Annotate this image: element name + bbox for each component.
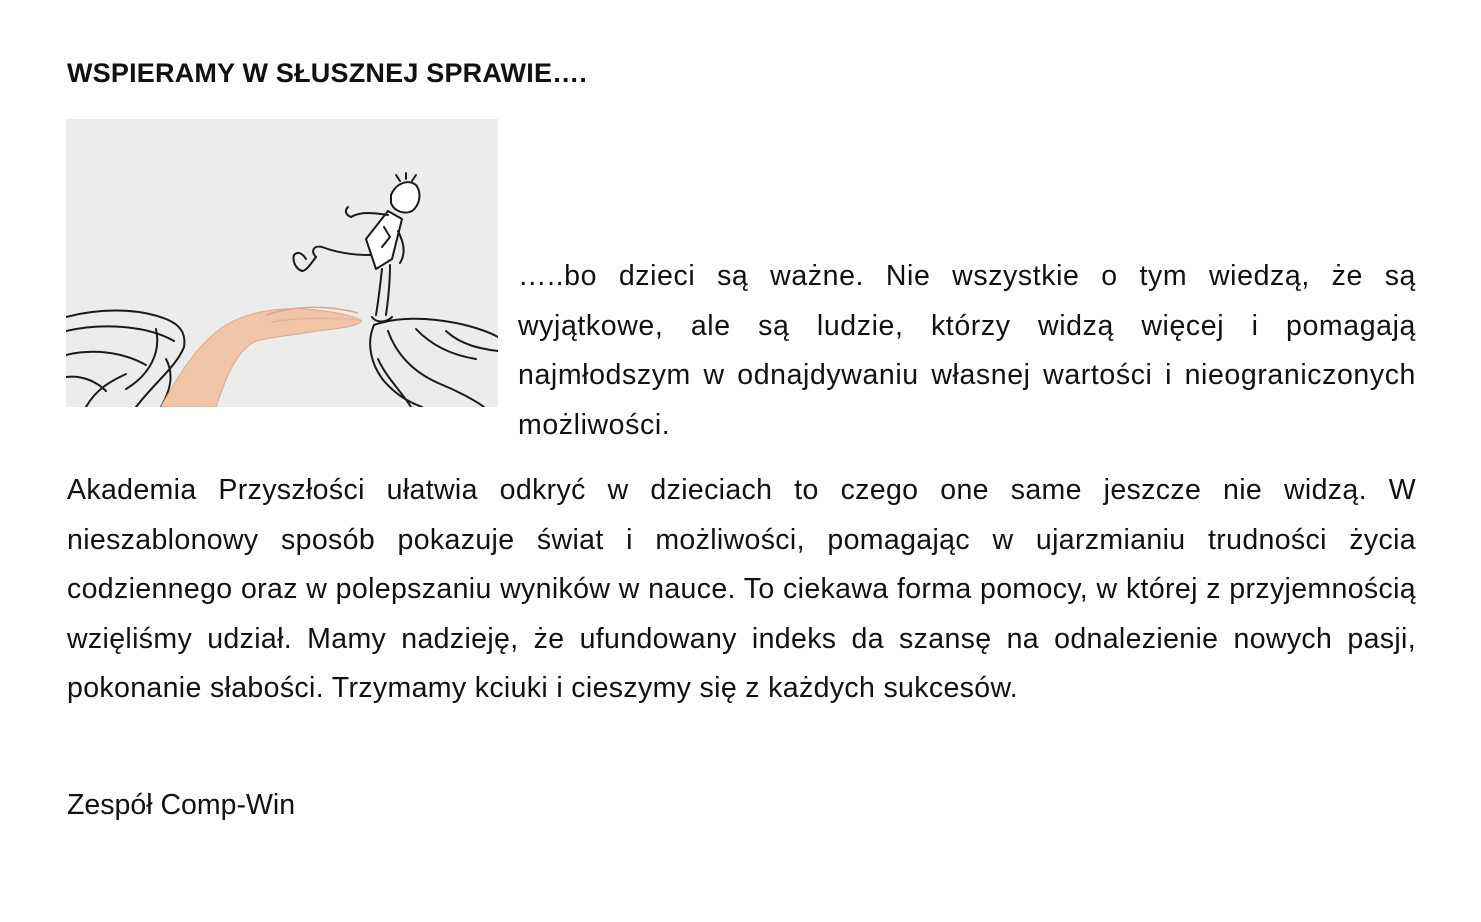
hand-helping-leap-illustration	[66, 119, 498, 407]
page-title: WSPIERAMY W SŁUSZNEJ SPRAWIE….	[67, 58, 588, 88]
main-paragraph: Akademia Przyszłości ułatwia odkryć w dzieciach to czego one same jeszcze nie widzą. W nieszablonowy sposób pokazuje świat i możliwości, pomagając w ujarzmianiu trudności życia codziennego oraz w polepszaniu wyników w nauce. To ciekawa forma pomocy, w której z przyjemnością wzięliśmy udział. Mamy nadzieję, że ufundowany indeks da szansę na odnalezienie nowych pasji, pokonanie słabości. Trzymamy kciuki i cieszymy się z każdych sukcesów.	[67, 474, 1416, 704]
leaping-person-icon	[293, 173, 419, 322]
right-cliff-icon	[370, 319, 498, 407]
signature: Zespół Comp-Win	[67, 789, 296, 821]
helping-hand-icon	[161, 307, 362, 407]
intro-paragraph: …..bo dzieci są ważne. Nie wszystkie o tym wiedzą, że są wyjątkowe, ale są ludzie, którzy widzą więcej i pomagają najmłodszym w odnajdywaniu własnej wartości i nieograniczonych możliwości.	[518, 260, 1416, 441]
left-cliff-icon	[66, 311, 184, 408]
document-page	[67, 0, 1416, 922]
illustration-svg	[66, 119, 498, 407]
